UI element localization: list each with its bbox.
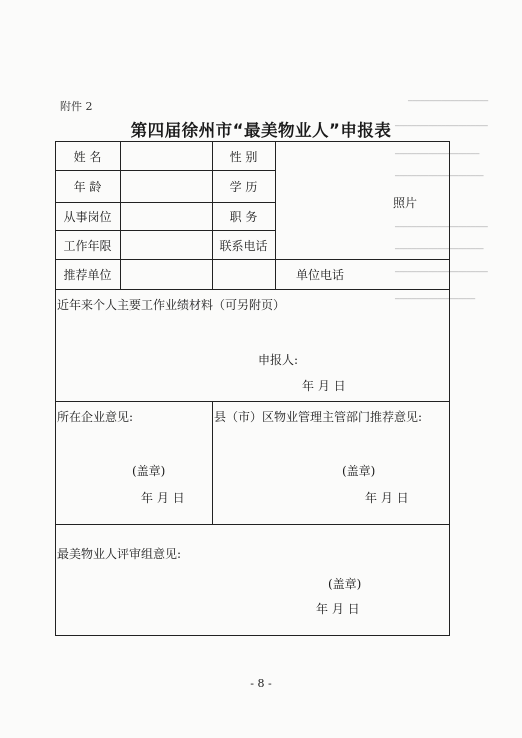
attachment-label: 附件 2 bbox=[60, 100, 93, 113]
work-materials-date: 年 月 日 bbox=[302, 379, 346, 393]
row-divider bbox=[55, 401, 450, 402]
row-divider bbox=[55, 289, 450, 290]
form-title: 第四届徐州市“最美物业人”申报表 bbox=[130, 121, 392, 140]
jury-opinion-label: 最美物业人评审组意见: bbox=[57, 547, 182, 561]
county-seal: (盖章) bbox=[342, 464, 376, 478]
job-title-label: 职 务 bbox=[229, 210, 258, 224]
gender-label: 性 别 bbox=[229, 150, 258, 164]
row-divider bbox=[55, 202, 275, 203]
enterprise-date: 年 月 日 bbox=[141, 491, 185, 505]
position-label: 从事岗位 bbox=[63, 210, 112, 224]
bleed-through-text: ━━━━━━━━━━━━━━━━━━━ ━━━━━━━━━━━━━━━━━━━━━━ ━━━━━━━━━━━━━━━━━━━━ ━━━━━━━━━━━━━━━━━━━━━ ━━━━━━━━━━━━━━━━━━━━━━ ━━━━━━━━━━━━━━━━━━━━━ ━━━━━━━━━━━━━━━━━━━━━━ ━━━━━━━━━━━━━━━━━━━ bbox=[395, 97, 489, 303]
row-divider bbox=[55, 230, 275, 231]
row-divider bbox=[55, 524, 450, 525]
work-years-label: 工作年限 bbox=[63, 239, 112, 253]
unit-phone-label: 单位电话 bbox=[295, 268, 344, 282]
contact-phone-label: 联系电话 bbox=[219, 239, 268, 253]
page-number: - 8 - bbox=[250, 677, 272, 690]
jury-seal: (盖章) bbox=[328, 577, 362, 591]
enterprise-opinion-label: 所在企业意见: bbox=[57, 410, 134, 424]
column-divider bbox=[120, 141, 121, 289]
column-divider bbox=[212, 401, 213, 524]
applicant-label: 申报人: bbox=[258, 353, 299, 367]
county-date: 年 月 日 bbox=[365, 491, 409, 505]
work-materials-label: 近年来个人主要工作业绩材料（可另附页） bbox=[57, 298, 286, 312]
age-label: 年 龄 bbox=[73, 180, 102, 194]
enterprise-seal: (盖章) bbox=[132, 464, 166, 478]
photo-label: 照片 bbox=[392, 196, 417, 210]
row-divider bbox=[55, 170, 275, 171]
recommending-unit-label: 推荐单位 bbox=[63, 268, 112, 282]
county-opinion-label: 县（市）区物业管理主管部门推荐意见: bbox=[214, 410, 423, 424]
name-label: 姓 名 bbox=[73, 150, 102, 164]
row-divider bbox=[55, 259, 450, 260]
education-label: 学 历 bbox=[229, 180, 258, 194]
jury-date: 年 月 日 bbox=[316, 602, 360, 616]
